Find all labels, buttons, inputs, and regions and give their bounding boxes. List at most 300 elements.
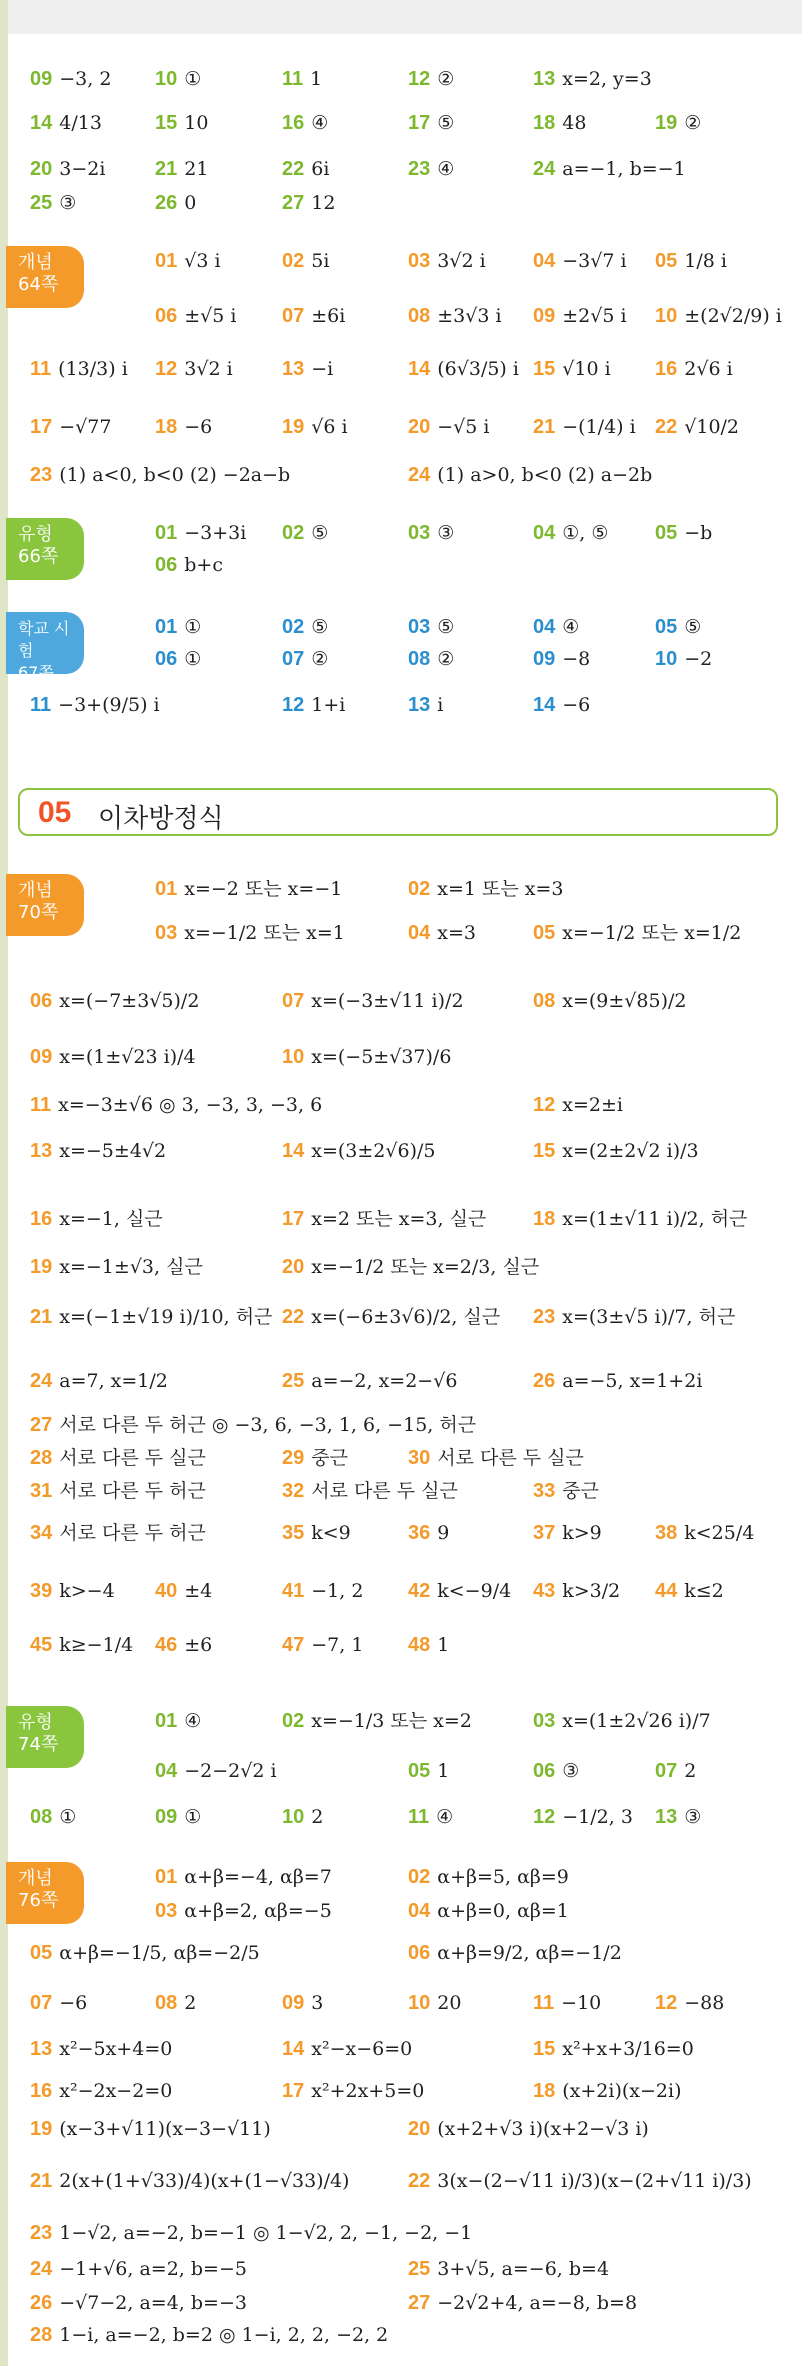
answer-value: ±(2√2/9) i <box>684 305 782 327</box>
answer-number: 16 <box>30 2080 53 2102</box>
answer-number: 41 <box>282 1580 305 1602</box>
sec6-answer <box>408 1990 461 2016</box>
sec4-answer <box>30 1206 163 1232</box>
sec4-answer <box>533 1520 602 1546</box>
sec6-answer <box>533 1990 601 2016</box>
sec6-answer <box>282 2078 424 2104</box>
answer-value: ④ <box>437 158 455 180</box>
answer-value: 9 <box>437 1522 450 1544</box>
sec2-answer <box>655 520 712 546</box>
sec4-answer <box>533 988 687 1014</box>
sec4-answer <box>282 1632 363 1658</box>
answer-number: 22 <box>408 2170 431 2192</box>
answer-number: 40 <box>155 1580 178 1602</box>
answer-value: −2√2+4, a=−8, b=8 <box>437 2292 638 2314</box>
answer-number: 15 <box>533 1140 556 1162</box>
sec1-answer <box>408 356 519 382</box>
answer-value: 0 <box>184 192 197 214</box>
sec1-answer <box>30 462 290 488</box>
answer-value: k>3/2 <box>562 1580 621 1602</box>
sec1-answer <box>282 414 348 440</box>
answer-number: 11 <box>30 1094 52 1116</box>
answer-number: 09 <box>30 68 53 90</box>
answer-number: 03 <box>408 616 431 638</box>
sec6-answer <box>533 2078 682 2104</box>
sec6-answer <box>408 2116 649 2142</box>
answer-number: 03 <box>408 522 431 544</box>
answer-value: 서로 다른 두 허근 <box>59 1522 206 1544</box>
sec4-answer <box>533 1578 620 1604</box>
answer-number: 25 <box>282 1370 305 1392</box>
answer-value: 12 <box>311 192 336 214</box>
answer-number: 04 <box>533 250 556 272</box>
answer-number: 01 <box>155 522 178 544</box>
answer-value: x=(9±√85)/2 <box>562 990 687 1012</box>
answer-number: 43 <box>533 1580 556 1602</box>
answer-number: 45 <box>30 1634 53 1656</box>
answer-value: x=(2±2√2 i)/3 <box>562 1140 699 1162</box>
answer-number: 11 <box>30 694 52 716</box>
sec5-answer <box>655 1804 701 1830</box>
answer-number: 10 <box>282 1806 305 1828</box>
answer-number: 20 <box>408 2118 431 2140</box>
answer-value: ① <box>184 1806 202 1828</box>
answer-number: 06 <box>30 990 53 1012</box>
answer-number: 26 <box>155 192 178 214</box>
sec6-answer <box>30 2036 172 2062</box>
answer-value: k<9 <box>311 1522 351 1544</box>
answer-value: √3 i <box>184 250 221 272</box>
sec4-answer <box>155 1632 212 1658</box>
answer-number: 18 <box>533 1208 556 1230</box>
answer-value: x=−1, 실근 <box>59 1208 163 1230</box>
answer-value: 서로 다른 두 허근 <box>59 1480 206 1502</box>
answer-value: x=(1±√11 i)/2, 허근 <box>562 1208 748 1230</box>
answer-number: 16 <box>282 112 305 134</box>
answer-number: 24 <box>533 158 556 180</box>
sec6-answer <box>30 2256 247 2282</box>
answer-value: α+β=2, αβ=−5 <box>184 1900 332 1922</box>
answer-number: 02 <box>282 616 305 638</box>
sec4-answer <box>282 1254 539 1280</box>
answer-value: 20 <box>437 1992 462 2014</box>
answer-number: 01 <box>155 878 178 900</box>
sec4-answer <box>30 1520 206 1546</box>
sec1-answer <box>155 356 233 382</box>
answer-value: ① <box>59 1806 77 1828</box>
answer-value: 3√2 i <box>437 250 486 272</box>
sec4-answer <box>282 1138 436 1164</box>
answer-value: −3+(9/5) i <box>58 694 160 716</box>
answer-value: −6 <box>562 694 591 716</box>
answer-value: −7, 1 <box>311 1634 364 1656</box>
sec4-answer <box>282 988 464 1014</box>
sec2-answer <box>533 520 608 546</box>
answer-value: −88 <box>684 1992 725 2014</box>
top-answer <box>533 66 652 92</box>
answer-value: ±2√5 i <box>562 305 627 327</box>
answer-number: 24 <box>30 2258 53 2280</box>
answer-number: 11 <box>408 1806 430 1828</box>
answer-number: 21 <box>30 1306 53 1328</box>
sec4-answer <box>282 1368 457 1394</box>
answer-number: 20 <box>282 1256 305 1278</box>
sec4-answer <box>533 1304 735 1330</box>
answer-number: 13 <box>30 1140 53 1162</box>
sec4-answer <box>533 1206 747 1232</box>
sec6-answer <box>408 1898 569 1924</box>
answer-number: 10 <box>655 305 678 327</box>
answer-value: b+c <box>184 554 223 576</box>
answer-value: x²−2x−2=0 <box>59 2080 173 2102</box>
answer-value: ④ <box>436 1806 454 1828</box>
answer-value: x=−1/2 또는 x=2/3, 실근 <box>311 1256 540 1278</box>
answer-value: 48 <box>562 112 587 134</box>
sec5-answer <box>30 1804 76 1830</box>
chapter-title: 이차방정식 <box>98 804 224 834</box>
sec4-tag: 개념 70쪽 <box>6 874 84 936</box>
answer-number: 01 <box>155 616 178 638</box>
answer-value: 1 <box>437 1634 450 1656</box>
answer-number: 35 <box>282 1522 305 1544</box>
sec1-answer <box>155 303 236 329</box>
answer-number: 36 <box>408 1522 431 1544</box>
answer-value: x=−1/2 또는 x=1 <box>184 922 345 944</box>
sec4-answer <box>533 1138 699 1164</box>
answer-number: 02 <box>408 878 431 900</box>
answer-value: x=(−5±√37)/6 <box>311 1046 452 1068</box>
answer-number: 19 <box>655 112 678 134</box>
top-answer <box>155 110 208 136</box>
answer-number: 29 <box>282 1447 305 1469</box>
answer-value: x=−1±√3, 실근 <box>59 1256 203 1278</box>
answer-value: ±6 <box>184 1634 213 1656</box>
answer-number: 07 <box>282 305 305 327</box>
sec4-answer <box>408 876 564 902</box>
sec3-answer <box>655 646 712 672</box>
answer-value: 3(x−(2−√11 i)/3)(x−(2+√11 i)/3) <box>437 2170 752 2192</box>
answer-value: ② <box>684 112 702 134</box>
top-answer <box>155 156 208 182</box>
answer-number: 06 <box>408 1942 431 1964</box>
answer-value: ⑤ <box>437 112 455 134</box>
answer-number: 04 <box>533 616 556 638</box>
answer-value: ④ <box>562 616 580 638</box>
answer-value: x=3 <box>437 922 476 944</box>
answer-number: 01 <box>155 1866 178 1888</box>
answer-value: x=−2 또는 x=−1 <box>184 878 343 900</box>
answer-number: 04 <box>155 1760 178 1782</box>
sec2-answer <box>408 520 454 546</box>
answer-value: x=−5±4√2 <box>59 1140 167 1162</box>
answer-value: 1/8 i <box>684 250 727 272</box>
answer-value: (x−3+√11)(x−3−√11) <box>59 2118 271 2140</box>
answer-value: α+β=−4, αβ=7 <box>184 1866 332 1888</box>
answer-value: a=−2, x=2−√6 <box>311 1370 458 1392</box>
answer-number: 01 <box>155 250 178 272</box>
sec3-answer <box>155 646 201 672</box>
sec1-answer <box>533 248 627 274</box>
sec4-answer <box>30 1578 115 1604</box>
answer-number: 02 <box>282 522 305 544</box>
answer-value: 3 <box>311 1992 324 2014</box>
answer-number: 39 <box>30 1580 53 1602</box>
answer-number: 33 <box>533 1480 556 1502</box>
sec5-answer <box>155 1804 201 1830</box>
answer-number: 13 <box>30 2038 53 2060</box>
answer-number: 13 <box>408 694 431 716</box>
answer-value: ⑤ <box>311 616 329 638</box>
sec4-answer <box>282 1478 458 1504</box>
answer-number: 09 <box>533 648 556 670</box>
sec6-answer <box>155 1990 196 2016</box>
left-margin-bar <box>0 0 8 2366</box>
answer-value: −b <box>684 522 713 544</box>
sec4-answer <box>30 1445 206 1471</box>
answer-number: 12 <box>533 1094 556 1116</box>
answer-value: ② <box>437 648 455 670</box>
answer-value: x=(3±2√6)/5 <box>311 1140 436 1162</box>
answer-value: 2 <box>311 1806 324 1828</box>
answer-value: √10 i <box>562 358 611 380</box>
answer-value: ② <box>311 648 329 670</box>
sec5-answer <box>282 1708 472 1734</box>
sec5-answer <box>155 1708 201 1734</box>
answer-number: 12 <box>655 1992 678 2014</box>
answer-value: x²+x+3/16=0 <box>562 2038 694 2060</box>
answer-number: 10 <box>655 648 678 670</box>
sec4-answer <box>533 1478 599 1504</box>
sec2-tag: 유형 66쪽 <box>6 518 84 580</box>
answer-number: 10 <box>155 68 178 90</box>
answer-number: 21 <box>155 158 178 180</box>
answer-value: −3√7 i <box>562 250 627 272</box>
sec4-answer <box>282 1304 500 1330</box>
sec3-answer <box>408 646 454 672</box>
answer-number: 03 <box>533 1710 556 1732</box>
answer-value: ⑤ <box>311 522 329 544</box>
answer-value: ③ <box>59 192 77 214</box>
answer-number: 22 <box>655 416 678 438</box>
answer-number: 25 <box>408 2258 431 2280</box>
answer-value: ④ <box>311 112 329 134</box>
answer-value: k≥−1/4 <box>59 1634 134 1656</box>
answer-value: k≤2 <box>684 1580 724 1602</box>
answer-number: 09 <box>155 1806 178 1828</box>
sec5-answer <box>533 1758 579 1784</box>
sec5-answer <box>655 1758 696 1784</box>
answer-number: 32 <box>282 1480 305 1502</box>
sec4-answer <box>30 1138 166 1164</box>
answer-value: x=2, y=3 <box>562 68 652 90</box>
answer-value: 1+i <box>311 694 346 716</box>
sec1-answer <box>30 414 111 440</box>
answer-number: 48 <box>408 1634 431 1656</box>
answer-number: 46 <box>155 1634 178 1656</box>
answer-value: x=(−3±√11 i)/2 <box>311 990 464 1012</box>
answer-value: −3, 2 <box>59 68 112 90</box>
answer-value: −2 <box>684 648 713 670</box>
answer-number: 09 <box>30 1046 53 1068</box>
sec1-answer <box>282 356 333 382</box>
answer-number: 18 <box>155 416 178 438</box>
sec6-tag: 개념 76쪽 <box>6 1862 84 1924</box>
sec4-answer <box>30 1412 476 1438</box>
answer-value: 10 <box>184 112 209 134</box>
answer-number: 19 <box>30 2118 53 2140</box>
answer-value: 21 <box>184 158 209 180</box>
answer-number: 02 <box>408 1866 431 1888</box>
sec3-answer <box>30 692 160 718</box>
sec4-answer <box>408 1445 584 1471</box>
answer-number: 27 <box>282 192 305 214</box>
answer-value: −6 <box>59 1992 88 2014</box>
answer-value: 3√2 i <box>184 358 233 380</box>
answer-number: 24 <box>30 1370 53 1392</box>
answer-value: 3+√5, a=−6, b=4 <box>437 2258 610 2280</box>
answer-number: 42 <box>408 1580 431 1602</box>
answer-number: 23 <box>30 2222 53 2244</box>
answer-value: −i <box>311 358 334 380</box>
sec6-answer <box>30 2168 349 2194</box>
sec1-answer <box>408 303 502 329</box>
answer-number: 06 <box>155 305 178 327</box>
answer-value: x=−1/2 또는 x=1/2 <box>562 922 742 944</box>
sec6-answer <box>533 2036 694 2062</box>
top-answer <box>155 66 201 92</box>
sec3-answer <box>282 614 328 640</box>
sec4-answer <box>155 1578 212 1604</box>
sec4-answer <box>655 1520 754 1546</box>
answer-number: 06 <box>155 648 178 670</box>
sec5-answer <box>155 1758 277 1784</box>
sec1-tag: 개념 64쪽 <box>6 246 84 308</box>
sec2-answer <box>282 520 328 546</box>
answer-number: 04 <box>533 522 556 544</box>
top-answer <box>408 110 454 136</box>
answer-value: (1) a>0, b<0 (2) a−2b <box>437 464 653 486</box>
sec4-answer <box>282 1520 351 1546</box>
sec4-answer <box>282 1044 451 1070</box>
answer-number: 19 <box>30 1256 53 1278</box>
answer-number: 05 <box>655 522 678 544</box>
answer-value: 서로 다른 두 허근 ◎ −3, 6, −3, 1, 6, −15, 허근 <box>59 1414 477 1436</box>
answer-value: x²−x−6=0 <box>311 2038 413 2060</box>
sec4-answer <box>408 1520 449 1546</box>
sec5-answer <box>408 1758 449 1784</box>
sec1-answer <box>408 462 652 488</box>
answer-value: a=−1, b=−1 <box>562 158 686 180</box>
answer-number: 31 <box>30 1480 53 1502</box>
answer-value: 1 <box>310 68 323 90</box>
answer-number: 10 <box>282 1046 305 1068</box>
sec6-answer <box>30 1940 260 1966</box>
answer-number: 17 <box>282 1208 305 1230</box>
answer-value: ① <box>184 616 202 638</box>
answer-value: i <box>437 694 444 716</box>
answer-value: x=−1/3 또는 x=2 <box>311 1710 472 1732</box>
answer-value: −1, 2 <box>311 1580 364 1602</box>
sec4-answer <box>155 920 345 946</box>
answer-value: k<25/4 <box>684 1522 755 1544</box>
sec1-answer <box>408 248 486 274</box>
answer-value: ±6i <box>311 305 346 327</box>
top-answer <box>30 66 111 92</box>
answer-value: 5i <box>311 250 330 272</box>
answer-number: 12 <box>408 68 431 90</box>
sec3-answer <box>533 614 579 640</box>
answer-number: 17 <box>30 416 53 438</box>
answer-number: 12 <box>533 1806 556 1828</box>
answer-value: x=−3±√6 ◎ 3, −3, 3, −3, 6 <box>58 1094 323 1116</box>
answer-number: 14 <box>282 1140 305 1162</box>
answer-value: a=7, x=1/2 <box>59 1370 168 1392</box>
sec3-answer <box>282 692 345 718</box>
answer-value: −(1/4) i <box>562 416 636 438</box>
answer-number: 05 <box>655 616 678 638</box>
top-answer <box>533 110 586 136</box>
sec1-answer <box>655 414 739 440</box>
answer-number: 07 <box>30 1992 53 2014</box>
answer-value: a=−5, x=1+2i <box>562 1370 703 1392</box>
sec3-answer <box>533 692 590 718</box>
sec4-answer <box>30 1368 168 1394</box>
sec4-answer <box>30 1304 272 1330</box>
top-answer <box>155 190 196 216</box>
answer-value: (6√3/5) i <box>437 358 519 380</box>
answer-value: −√7−2, a=4, b=−3 <box>59 2292 247 2314</box>
answer-value: −1+√6, a=2, b=−5 <box>59 2258 247 2280</box>
answer-number: 10 <box>408 1992 431 2014</box>
answer-value: x=2 또는 x=3, 실근 <box>311 1208 487 1230</box>
top-band <box>0 0 802 34</box>
answer-value: 6i <box>311 158 330 180</box>
answer-value: ① <box>184 68 202 90</box>
sec4-answer <box>30 988 199 1014</box>
answer-value: −3+3i <box>184 522 247 544</box>
answer-number: 11 <box>533 1992 555 2014</box>
answer-number: 23 <box>533 1306 556 1328</box>
answer-value: x=(−1±√19 i)/10, 허근 <box>59 1306 273 1328</box>
sec5-answer <box>533 1708 711 1734</box>
answer-number: 14 <box>408 358 431 380</box>
sec4-answer <box>533 1092 623 1118</box>
answer-number: 08 <box>155 1992 178 2014</box>
answer-value: 1−√2, a=−2, b=−1 ◎ 1−√2, 2, −1, −2, −1 <box>59 2222 473 2244</box>
answer-value: ±√5 i <box>184 305 237 327</box>
answer-number: 03 <box>408 250 431 272</box>
answer-number: 08 <box>408 648 431 670</box>
answer-value: (13/3) i <box>58 358 128 380</box>
sec3-answer <box>155 614 201 640</box>
answer-value: α+β=5, αβ=9 <box>437 1866 569 1888</box>
sec1-answer <box>533 414 636 440</box>
answer-number: 17 <box>408 112 431 134</box>
answer-number: 01 <box>155 1710 178 1732</box>
sec1-answer <box>282 248 329 274</box>
answer-number: 15 <box>155 112 178 134</box>
answer-number: 28 <box>30 1447 53 1469</box>
answer-value: x=(−7±3√5)/2 <box>59 990 200 1012</box>
sec3-answer <box>408 614 454 640</box>
sec4-answer <box>408 1578 511 1604</box>
sec6-answer <box>30 2220 472 2246</box>
answer-value: ①, ⑤ <box>562 522 609 544</box>
answer-number: 02 <box>282 250 305 272</box>
answer-number: 12 <box>282 694 305 716</box>
answer-value: −√77 <box>59 416 112 438</box>
sec6-answer <box>30 2290 247 2316</box>
